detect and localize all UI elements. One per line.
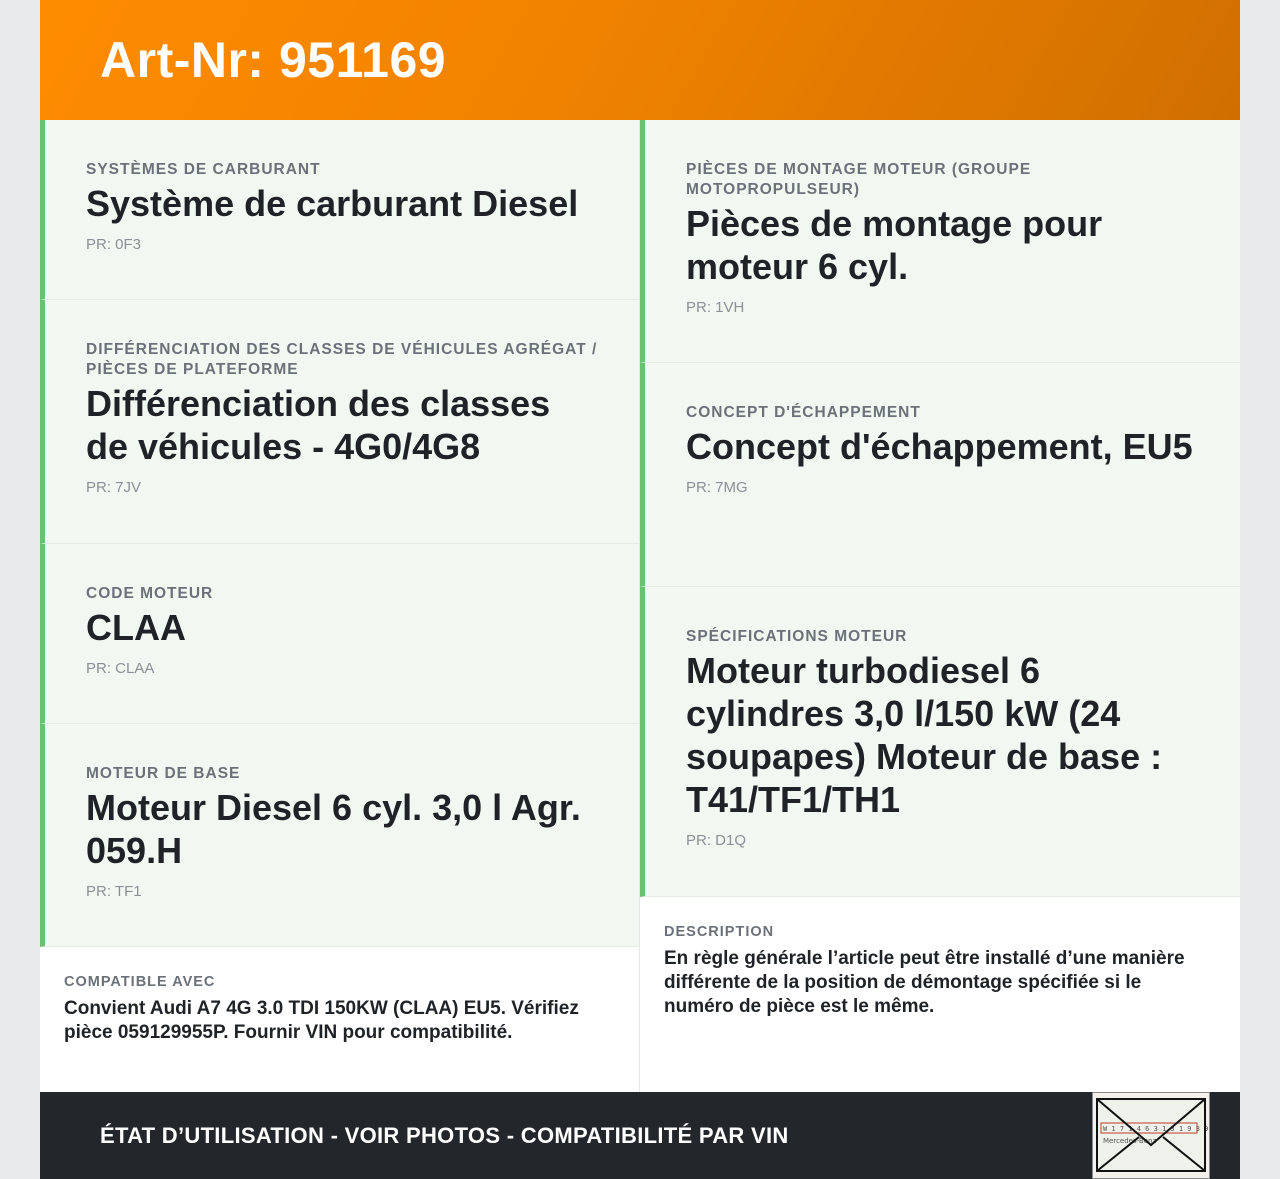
spec-card-exhaust-concept [640,363,1240,587]
spec-value: Pièces de montage pour moteur 6 cyl. [686,203,1103,287]
spec-value: Différenciation des classes de véhicules - 4G0/4G8 [86,383,551,467]
spec-card-engine-specs [640,587,1240,897]
spec-value: Système de carburant Diesel [86,183,579,224]
compatible-text: Convient Audi A7 4G 3.0 TDI 150KW (CLAA) EU5. Vérifiez pièce 059129955P. Fournir VIN pour compatibilité. [64,998,579,1043]
spec-pr-code: PR: 0F3 [86,236,142,253]
part-photo-thumbnail[interactable] [1092,1092,1210,1179]
article-number-title: Art-Nr: 951169 [100,32,447,88]
spec-pr-code: PR: 7MG [686,479,748,496]
spec-category: SPÉCIFICATIONS MOTEUR [686,628,908,645]
spec-card-engine-code [40,544,639,724]
footer-text: ÉTAT D’UTILISATION - VOIR PHOTOS - COMPATIBILITÉ PAR VIN [100,1122,789,1148]
spec-category: MOTEUR DE BASE [86,765,241,782]
spec-value: Moteur Diesel 6 cyl. 3,0 l Agr. 059.H [86,787,581,871]
spec-category: DIFFÉRENCIATION DES CLASSES DE VÉHICULES AGRÉGAT / PIÈCES DE PLATEFORME [86,341,598,378]
spec-card-base-engine [40,724,639,947]
description-section [640,897,1240,1093]
thumbnail-vin: W 1 7 1 4 6 3 1 3 1 9 3 9 [1103,1125,1209,1133]
compatible-label: COMPATIBLE AVEC [64,974,216,990]
article-header [40,0,1240,120]
spec-category: CODE MOTEUR [86,585,214,602]
description-label: DESCRIPTION [664,924,775,940]
spec-pr-code: PR: D1Q [686,832,747,849]
compatible-with-section [40,947,639,1093]
spec-value: Moteur turbodiesel 6 cylindres 3,0 l/150 kW (24 soupapes) Moteur de base : T41/TF1/TH1 [686,650,1163,820]
condition-footer [40,1092,1240,1179]
left-column [40,120,640,1093]
spec-pr-code: PR: CLAA [86,660,155,677]
spec-card-vehicle-class [40,300,639,544]
right-column [640,120,1240,1093]
spec-category: SYSTÈMES DE CARBURANT [86,161,321,178]
thumbnail-brand: Mercedes-Benz [1103,1137,1157,1145]
spec-category: PIÈCES DE MONTAGE MOTEUR (GROUPE MOTOPROPULSEUR) [686,161,1032,198]
spec-columns [40,120,1240,1093]
article-sheet [40,0,1240,1179]
envelope-photo-icon [1093,1093,1209,1178]
spec-card-engine-mounting [640,120,1240,363]
description-text: En règle générale l’article peut être installé d’une manière différente de la position de démontage spécifiée si le numéro de pièce est le même. [664,948,1185,1017]
spec-value: CLAA [86,607,186,648]
spec-value: Concept d'échappement, EU5 [686,426,1193,467]
spec-card-fuel-system [40,120,639,300]
spec-pr-code: PR: 1VH [686,299,745,316]
spec-pr-code: PR: TF1 [86,883,142,900]
spec-category: CONCEPT D'ÉCHAPPEMENT [686,404,921,421]
spec-pr-code: PR: 7JV [86,479,142,496]
